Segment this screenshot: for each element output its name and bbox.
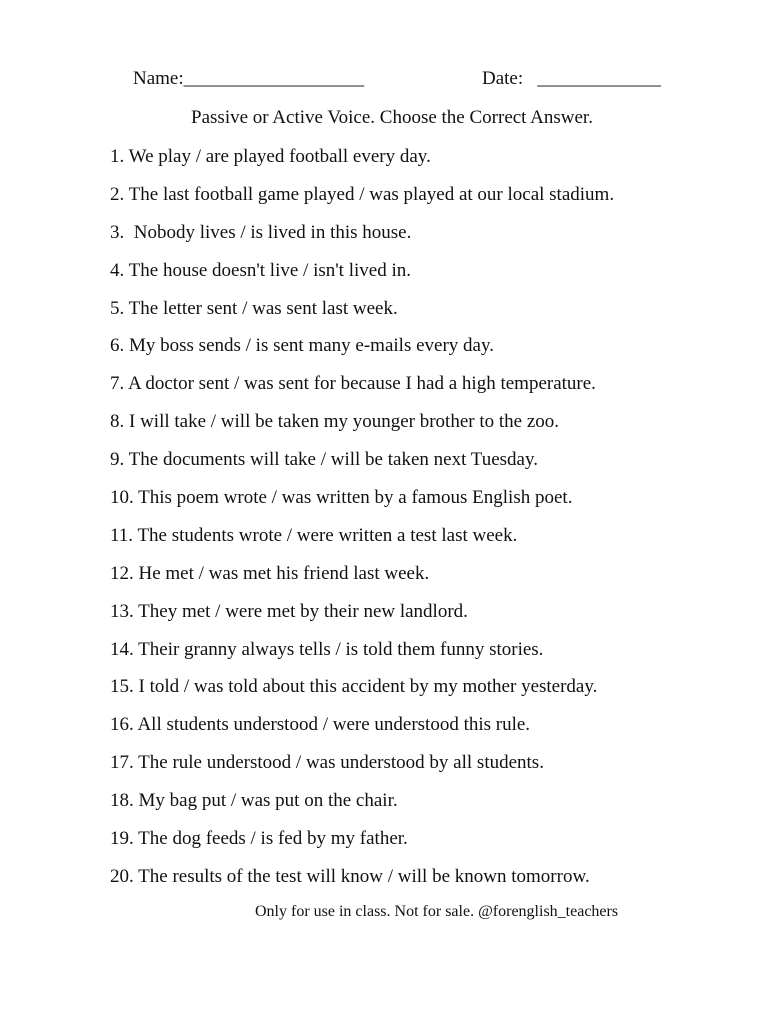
- question-item: 10. This poem wrote / was written by a famous English poet.: [110, 487, 573, 509]
- question-item: 14. Their granny always tells / is told them funny stories.: [110, 638, 544, 660]
- question-item: 8. I will take / will be taken my younger brother to the zoo.: [110, 411, 560, 433]
- question-item: 12. He met / was met his friend last week.: [110, 562, 430, 584]
- question-item: 6. My boss sends / is sent many e-mails every day.: [110, 335, 494, 357]
- footer-note: Only for use in class. Not for sale. @forenglish_teachers: [255, 903, 619, 920]
- question-item: 7. A doctor sent / was sent for because I had a high temperature.: [110, 373, 596, 395]
- question-item: 15. I told / was told about this accident by my mother yesterday.: [110, 676, 598, 698]
- name-field-label: Name:___________________: [133, 68, 365, 89]
- question-item: 5. The letter sent / was sent last week.: [110, 297, 398, 319]
- date-field-label: Date: _____________: [482, 68, 661, 89]
- question-item: 20. The results of the test will know / will be known tomorrow.: [110, 865, 590, 887]
- question-item: 11. The students wrote / were written a test last week.: [110, 524, 518, 546]
- question-item: 13. They met / were met by their new landlord.: [110, 600, 468, 622]
- question-item: 4. The house doesn't live / isn't lived in.: [110, 259, 411, 281]
- question-item: 19. The dog feeds / is fed by my father.: [110, 828, 408, 850]
- question-item: 9. The documents will take / will be taken next Tuesday.: [110, 449, 538, 471]
- question-item: 17. The rule understood / was understood by all students.: [110, 752, 544, 774]
- question-item: 18. My bag put / was put on the chair.: [110, 790, 398, 812]
- question-item: 16. All students understood / were understood this rule.: [110, 714, 531, 736]
- question-item: 3. Nobody lives / is lived in this house.: [110, 221, 412, 243]
- question-list: [110, 145, 614, 903]
- worksheet-title: Passive or Active Voice. Choose the Correct Answer.: [191, 107, 593, 128]
- question-item: 1. We play / are played football every day.: [110, 146, 431, 167]
- question-item: 2. The last football game played / was played at our local stadium.: [110, 183, 615, 205]
